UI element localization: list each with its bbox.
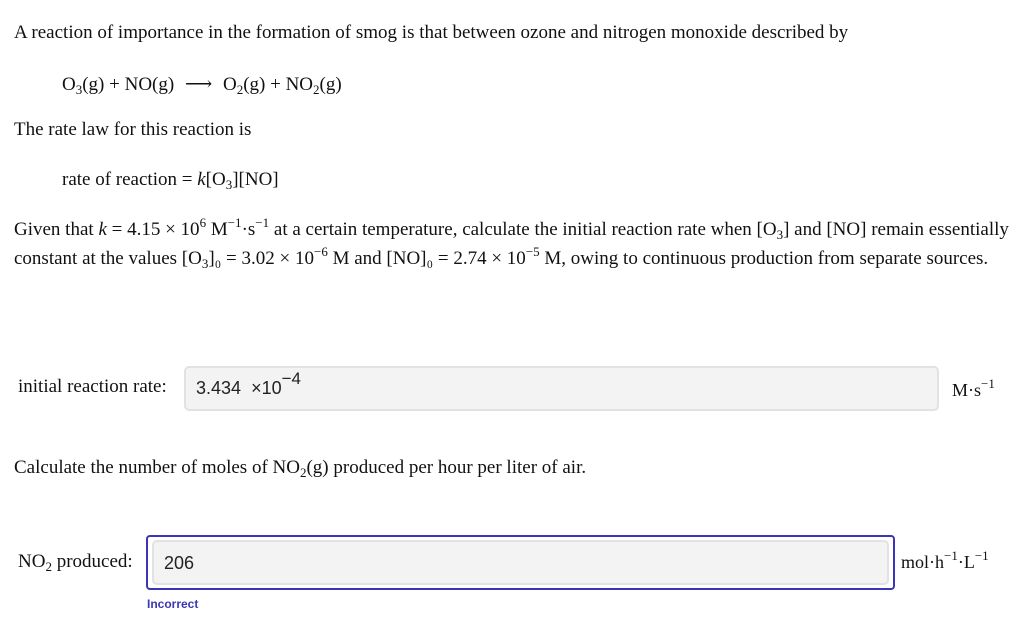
superscript: −1 [944, 548, 958, 563]
subscript: 2 [313, 82, 320, 97]
state: (g) [243, 74, 266, 95]
superscript: −1 [981, 376, 995, 391]
equals-sign: = [181, 169, 193, 190]
superscript: −1 [974, 548, 989, 563]
subscript: 3 [776, 227, 784, 242]
text: M [206, 219, 228, 240]
no2-produced-label [18, 551, 133, 573]
no2-produced-unit [901, 548, 989, 573]
text: (g) produced per hour per liter of air. [306, 457, 587, 478]
rate-law-equation [62, 169, 279, 191]
reactant-ozone: O [62, 74, 76, 95]
subscript: 3 [201, 255, 209, 271]
subscript: 3 [75, 82, 83, 97]
unit-text: ·L [957, 552, 975, 572]
superscript: −1 [227, 215, 242, 230]
subscript: 2 [299, 465, 307, 480]
superscript: −6 [313, 243, 328, 259]
text: at a certain temperature, calculate the initial reaction rate when [O [269, 219, 777, 240]
superscript: 6 [199, 215, 207, 230]
plus-sign: + [270, 74, 281, 95]
text: = 4.15 × 10 [106, 219, 200, 240]
part2-prompt [14, 457, 586, 479]
rate-law-lhs: rate of reaction [62, 169, 177, 190]
state: (g) [319, 74, 342, 95]
reaction-equation [62, 73, 342, 96]
text: ·s [241, 219, 256, 240]
text: ]₀ = 3.02 × 10 [208, 247, 314, 269]
no2-produced-value: 206 [164, 553, 195, 573]
rate-law-rhs: ][NO] [232, 169, 279, 190]
plus-sign: + [109, 74, 120, 95]
text: Calculate the number of moles of NO [14, 457, 300, 478]
superscript: −1 [255, 215, 270, 230]
state: (g) [82, 74, 105, 95]
rate-constant-symbol: k [197, 169, 206, 190]
rate-law-intro: The rate law for this reaction is [14, 119, 252, 140]
text: Given that [14, 219, 99, 240]
intro-text: A reaction of importance in the formation of smog is that between ozone and nitrogen monoxide described by [14, 22, 849, 43]
exponent: −4 [281, 369, 301, 388]
incorrect-feedback: Incorrect [147, 597, 199, 611]
superscript: −5 [525, 243, 540, 259]
unit-text: mol·h [901, 552, 944, 572]
rate-constant-symbol: k [98, 219, 107, 240]
text: ] and [NO] remain essentially constant at the values [O [14, 219, 1009, 269]
text: produced: [51, 551, 133, 572]
initial-rate-unit [952, 376, 995, 401]
unit-text: M·s [952, 380, 982, 400]
product-no2: NO [285, 74, 314, 95]
rate-law-rhs: [O [205, 169, 226, 190]
text: M, owing to continuous production from separate sources. [539, 247, 989, 269]
no2-produced-focus-ring [146, 535, 895, 590]
initial-rate-label: initial reaction rate: [18, 376, 167, 397]
given-paragraph [14, 216, 1014, 273]
text: M and [NO]₀ = 2.74 × 10 [327, 247, 526, 269]
no2-produced-input[interactable] [152, 540, 889, 585]
initial-rate-input[interactable] [184, 366, 939, 411]
initial-rate-value [196, 369, 301, 399]
mantissa: 3.434 [196, 378, 242, 398]
text: NO [18, 551, 46, 572]
subscript: 2 [45, 559, 52, 574]
times-ten: ×10 [246, 378, 282, 398]
reactant-no: NO(g) [124, 74, 175, 95]
subscript: 3 [225, 177, 233, 192]
reaction-arrow-icon: ⟶ [184, 74, 213, 95]
subscript: 2 [236, 82, 244, 97]
product-oxygen: O [222, 74, 237, 95]
